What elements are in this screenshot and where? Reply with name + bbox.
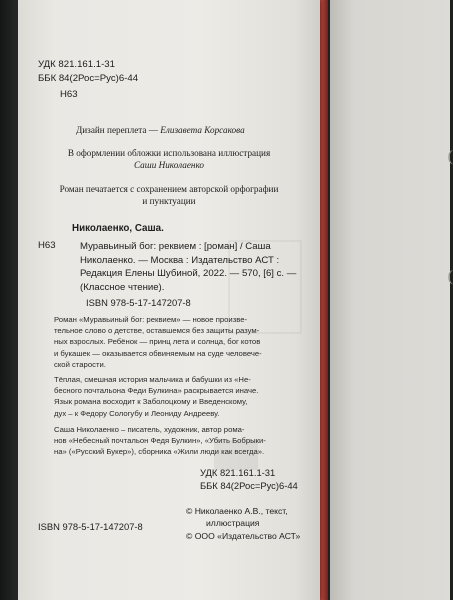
udk-code-bottom: УДК 821.161.1-31 (200, 467, 276, 478)
isbn-bottom: ISBN 978-5-17-147207-8 (38, 521, 143, 532)
cover-design-label: Дизайн переплета — (76, 125, 161, 135)
author-mark-code: Н63 (60, 89, 78, 100)
catalog-line: (Классное чтение). (80, 281, 165, 293)
annotation-paragraph-2 (54, 374, 258, 419)
catalog-line: Николаенко. — Москва : Издательство АСТ : (80, 254, 280, 266)
catalog-line: Муравьиный бог: реквием : [роман] / Саша (80, 241, 271, 252)
imprint-page (18, 0, 320, 600)
annotation-paragraph-3 (54, 424, 266, 458)
annotation-line: на» («Русский Букер»), сборника «Жили люди как всегда». (54, 447, 265, 457)
spelling-note-line-2: и пунктуации (142, 196, 196, 206)
annotation-line: Саша Николаенко – писатель, художник, автор рома- (54, 425, 245, 434)
annotation-line: Тёплая, смешная история мальчика и бабушки из «Не- (54, 375, 251, 384)
isbn-catalog: ISBN 978-5-17-147207-8 (86, 297, 191, 308)
next-page (330, 0, 453, 600)
annotation-line: ных взрослых. Ребёнок — принц лета и солнца, бог котов (54, 337, 261, 347)
catalog-code: Н63 (38, 240, 56, 251)
illustrator-name: Саши Николаенко (133, 160, 205, 170)
annotation-line: бесного почтальона Феди Булкина» раскрывается иначе. (54, 386, 259, 396)
annotation-line: Язык романа восходит к Заболоцкому и Введенскому, (54, 397, 248, 407)
bbk-code-bottom: ББК 84(2Рос=Рус)6-44 (200, 480, 298, 491)
spelling-note-line-1: Роман печатается с сохранением авторской орфографии (59, 184, 279, 194)
udk-code: УДК 821.161.1-31 (38, 59, 115, 70)
annotation-line: Роман «Муравьиный бог: реквием» — новое произве- (54, 315, 248, 324)
next-page-edge-mark: ( (447, 268, 453, 285)
annotation-line: и букашек — оказывается обвиняемым на суде человече- (54, 348, 262, 358)
catalog-author-heading: Николаенко, Саша. (72, 223, 164, 234)
annotation-paragraph-1 (54, 314, 262, 370)
next-page-edge-mark: ( (447, 148, 453, 165)
copyright-illustration: иллюстрация (206, 518, 260, 528)
illustration-credit-line: В оформлении обложки использована иллюстрация (67, 148, 271, 158)
catalog-line: Редакция Елены Шубиной, 2022. — 570, [6] с. — (80, 268, 297, 279)
annotation-line: ской старости. (54, 359, 106, 369)
annotation-line: нов «Небесный почтальон Федя Булкин», «Убить Бобрыки- (54, 436, 266, 446)
cover-designer-name: Елизавета Корсакова (160, 125, 245, 135)
annotation-line: дух – к Федору Сологубу и Леониду Андрееву. (54, 408, 220, 418)
bbk-code: ББК 84(2Рос=Рус)6-44 (38, 73, 139, 84)
cover-design-credit (76, 124, 245, 136)
copyright-publisher: © ООО «Издательство АСТ» (186, 531, 301, 541)
copyright-author: © Николаенко А.В., текст, (186, 506, 288, 516)
catalog-description (80, 240, 296, 294)
annotation-line: тельное слово о детстве, оставшемся без защиты разум- (54, 326, 260, 336)
background-left (0, 0, 20, 600)
